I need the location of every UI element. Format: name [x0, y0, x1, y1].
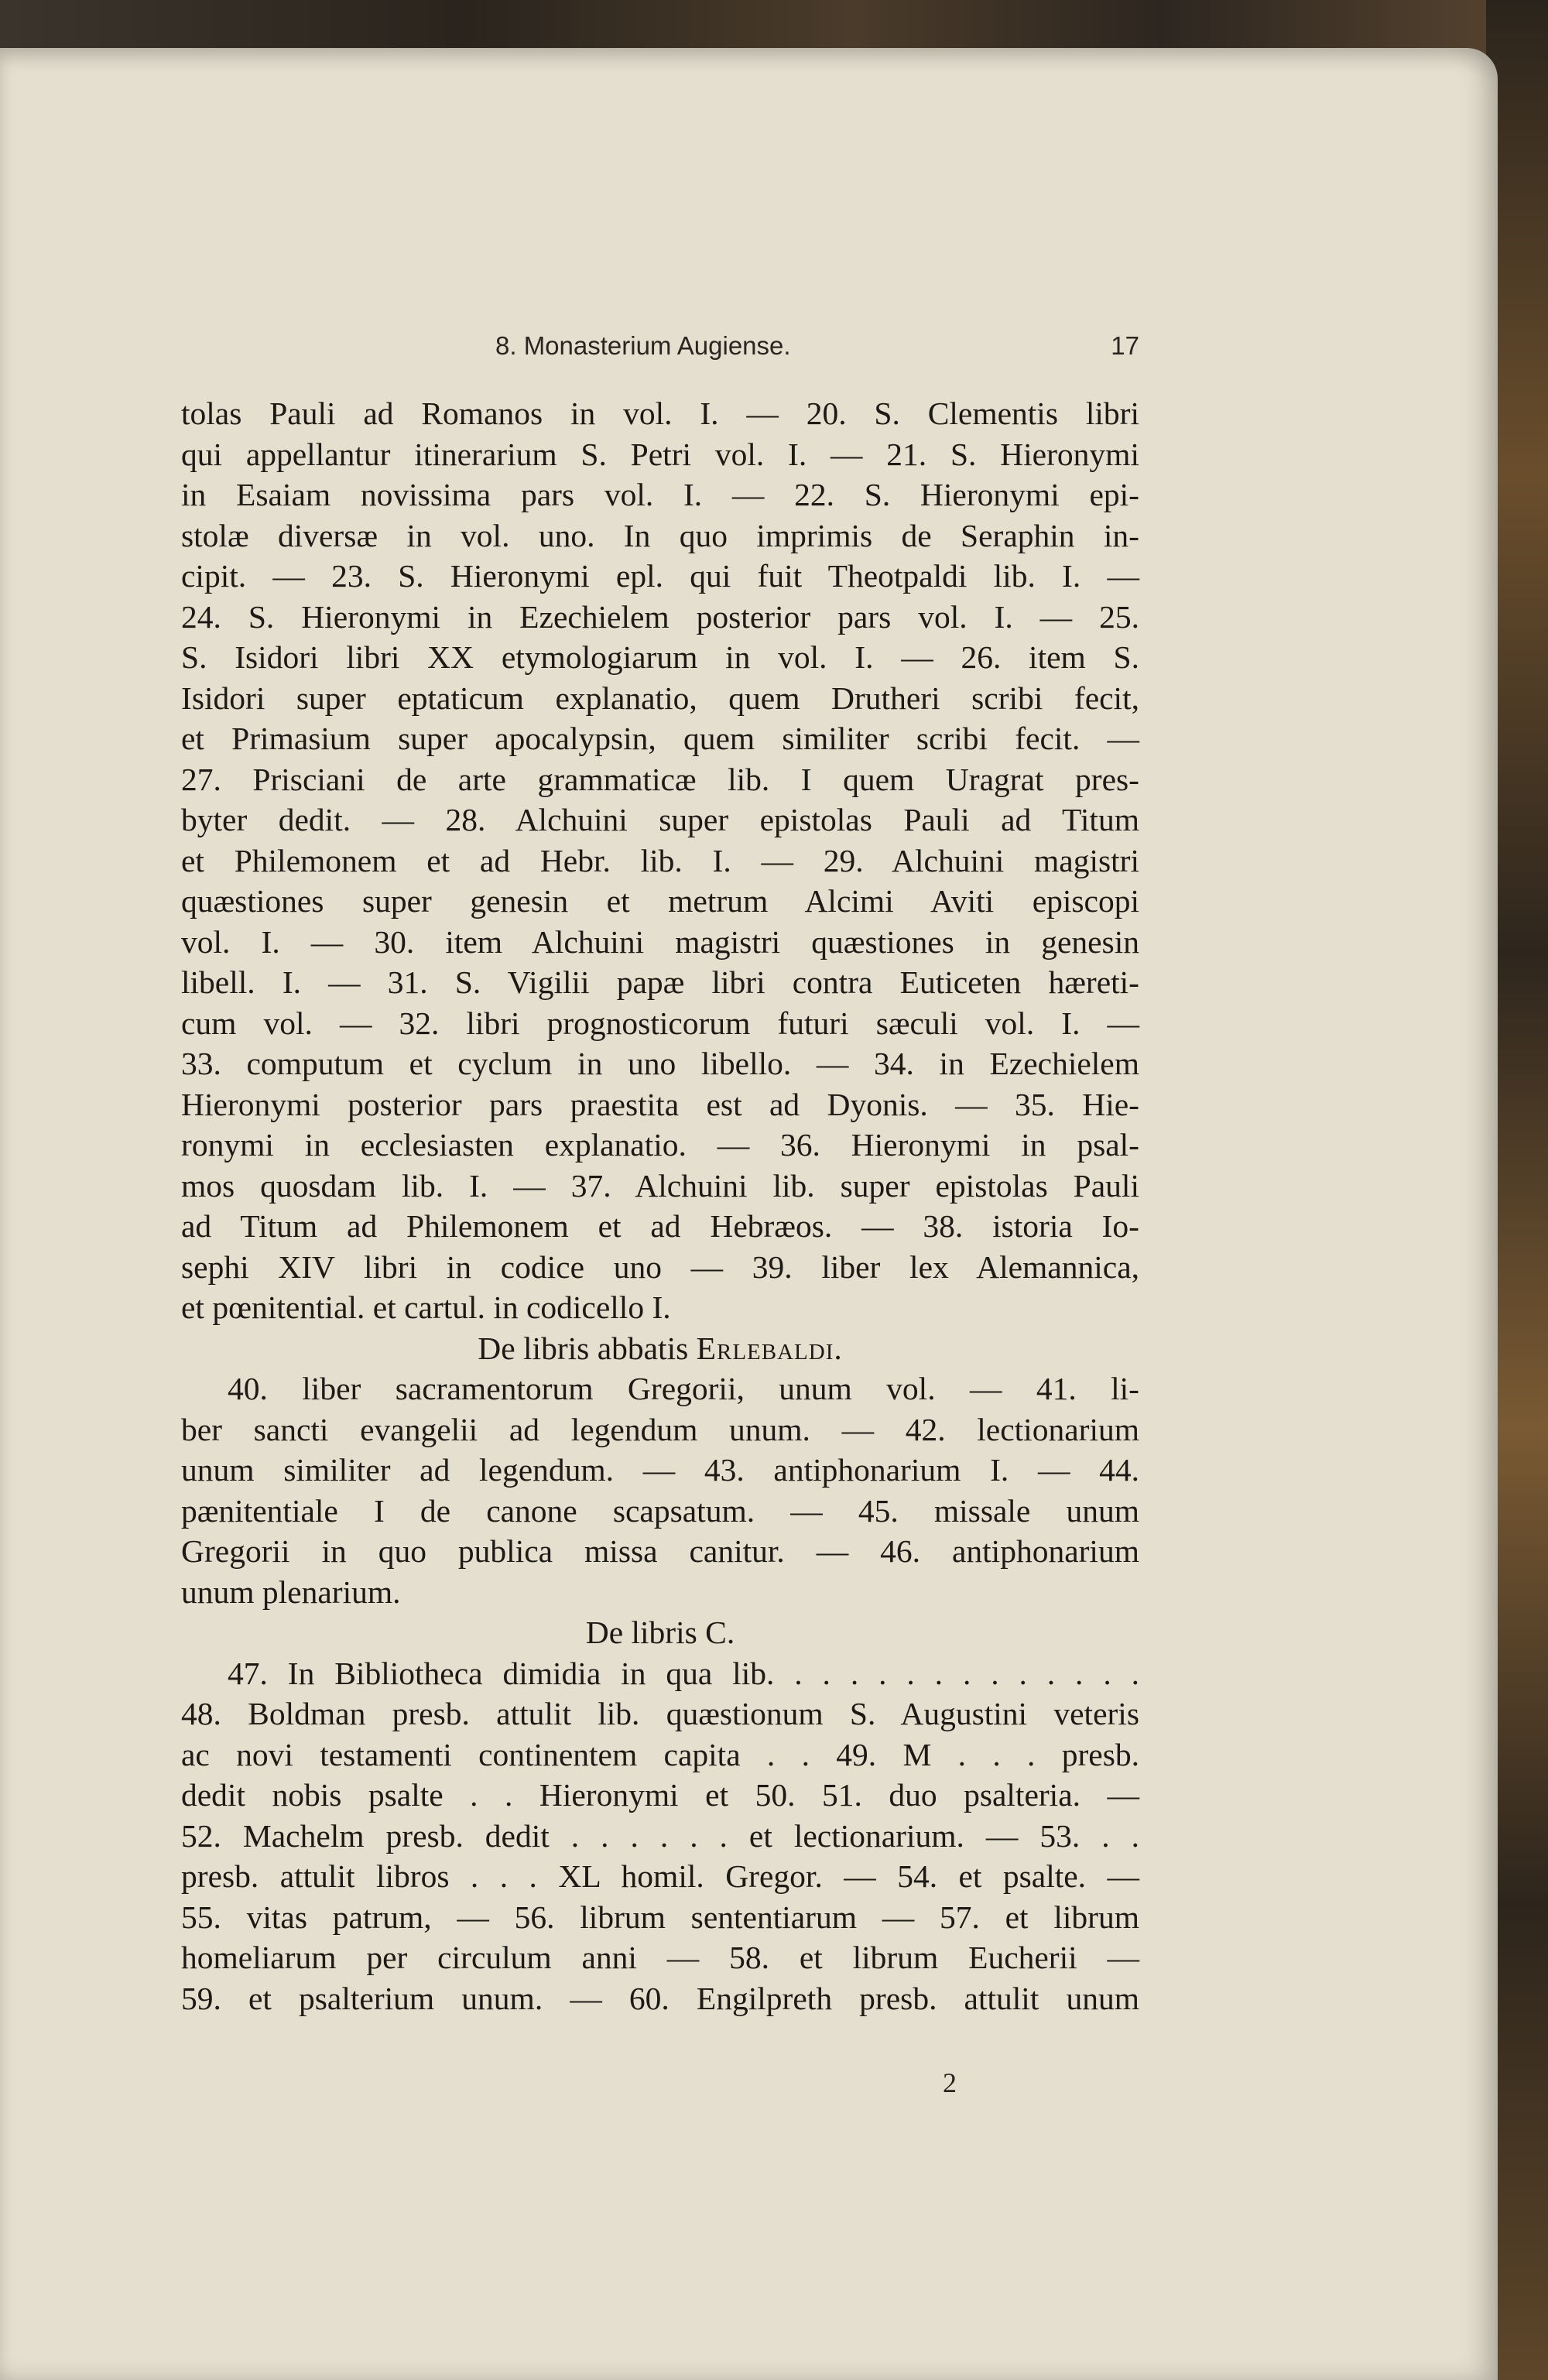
text-line: ber sancti evangelii ad legendum unum. — 42. lectionarium [181, 1411, 1139, 1447]
text-line: 27. Prisciani de arte grammaticæ lib. I quem Uragrat pres- [181, 761, 1139, 797]
text-line: 52. Machelm presb. dedit . . . . . . et lectionarium. — 53. . . [181, 1817, 1139, 1854]
text-line: ac novi testamenti continentem capita . . 49. M . . . presb. [181, 1736, 1139, 1772]
section-heading-c: De libris C. [585, 1615, 735, 1650]
text-line: Gregorii in quo publica missa canitur. — 46. antiphonarium [181, 1533, 1139, 1569]
text-line: Isidori super eptaticum explanatio, quem Drutheri scribi fecit, [181, 680, 1139, 716]
text-line: cipit. — 23. S. Hieronymi epl. qui fuit Theotpaldi lib. I. — [181, 558, 1139, 594]
running-head-title: 8. Monasterium Augiense. [495, 331, 791, 360]
text-line: et Primasium super apocalypsin, quem similiter scribi fecit. — [181, 721, 1139, 756]
text-line: 24. S. Hieronymi in Ezechielem posterior pars vol. I. — 25. [181, 598, 1139, 635]
text-line: unum similiter ad legendum. — 43. antiphonarium I. — 44. [181, 1452, 1139, 1488]
text-line: Hieronymi posterior pars praestita est ad Dyonis. — 35. Hie- [181, 1086, 1139, 1122]
text-line: stolæ diversæ in vol. uno. In quo imprimis de Seraphin in- [181, 517, 1139, 553]
text-line: homeliarum per circulum anni — 58. et librum Eucherii — [181, 1940, 1139, 1975]
text-line: 55. vitas patrum, — 56. librum sententiarum — 57. et librum [181, 1899, 1139, 1935]
running-head [180, 324, 1139, 370]
text-line: qui appellantur itinerarium S. Petri vol. I. — 21. S. Hieronymi [181, 436, 1139, 472]
text-line: dedit nobis psalte . . Hieronymi et 50. 51. duo psalteria. — [181, 1777, 1139, 1813]
text-line: libell. I. — 31. S. Vigilii papæ libri contra Euticeten hæreti- [181, 964, 1139, 1000]
text-block [181, 393, 1139, 2019]
signature-mark: 2 [943, 2067, 957, 2098]
text-line: pænitentiale I de canone scapsatum. — 45. missale unum [181, 1492, 1139, 1529]
text-line: ronymi in ecclesiasten explanatio. — 36. Hieronymi in psal- [181, 1127, 1139, 1163]
text-line: et Philemonem et ad Hebr. lib. I. — 29. Alchuini magistri [181, 842, 1139, 878]
text-line: S. Isidori libri XX etymologiarum in vol. I. — 26. item S. [181, 639, 1139, 675]
section-heading-erlebaldi [181, 1328, 1139, 1369]
text-line: in Esaiam novissima pars vol. I. — 22. S. Hieronymi epi- [181, 477, 1139, 512]
page-number: 17 [1111, 331, 1139, 360]
text-line: byter dedit. — 28. Alchuini super epistolas Pauli ad Titum [181, 802, 1139, 837]
text-line: tolas Pauli ad Romanos in vol. I. — 20. S. Clementis libri [181, 396, 1139, 431]
text-line: vol. I. — 30. item Alchuini magistri quæstiones in genesin [181, 923, 1139, 960]
text-line: ad Titum ad Philemonem et ad Hebræos. — 38. istoria Io- [181, 1208, 1139, 1244]
text-line: cum vol. — 32. libri prognosticorum futuri sæculi vol. I. — [181, 1005, 1139, 1041]
text-line: unum plenarium. [181, 1574, 401, 1610]
text-line: et pœnitential. et cartul. in codicello I. [181, 1289, 671, 1325]
text-line: 48. Boldman presb. attulit lib. quæstionum S. Augustini veteris [181, 1696, 1139, 1731]
text-line: 40. liber sacramentorum Gregorii, unum vol. — 41. li- [228, 1371, 1139, 1406]
section-heading-name: Erlebaldi. [696, 1330, 843, 1366]
text-line: 33. computum et cyclum in uno libello. — 34. in Ezechielem [181, 1046, 1139, 1081]
text-line: 47. In Bibliotheca dimidia in qua lib. . . . . . . . . . . . . . [228, 1655, 1139, 1691]
text-line: mos quosdam lib. I. — 37. Alchuini lib. super epistolas Pauli [181, 1167, 1139, 1204]
section-heading-prefix: De libris abbatis [478, 1330, 689, 1366]
text-line: quæstiones super genesin et metrum Alcimi Aviti episcopi [181, 883, 1139, 919]
text-line: presb. attulit libros . . . XL homil. Gregor. — 54. et psalte. — [181, 1858, 1139, 1894]
text-line: sephi XIV libri in codice uno — 39. liber lex Alemannica, [181, 1248, 1139, 1285]
text-line: 59. et psalterium unum. — 60. Engilpreth presb. attulit unum [181, 1980, 1139, 2016]
